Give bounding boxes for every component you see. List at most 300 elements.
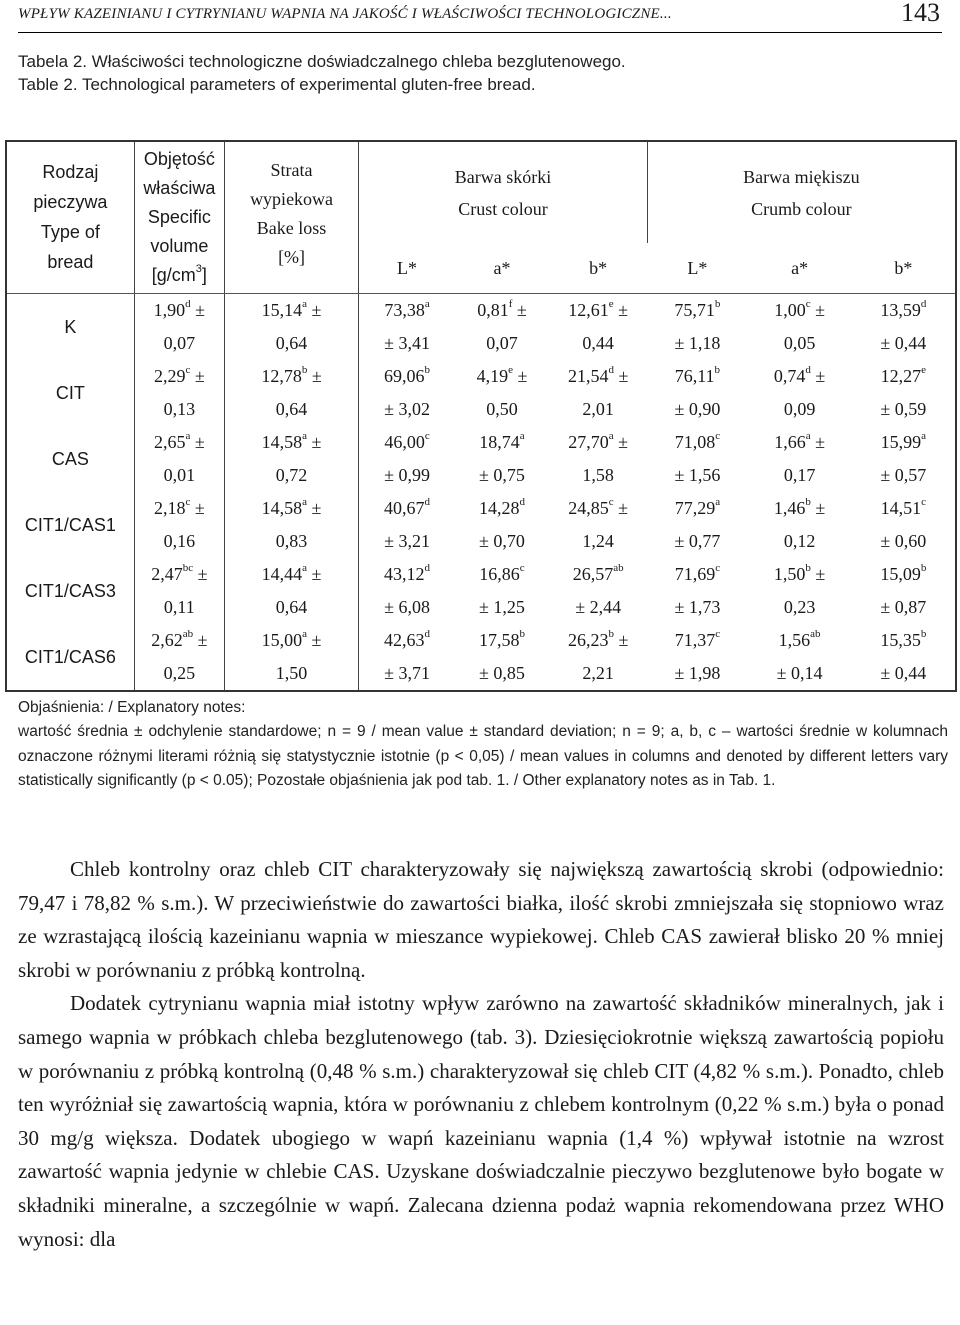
cell-mean (647, 360, 747, 393)
table-cell (455, 426, 549, 492)
table-cell (549, 426, 647, 492)
row-label: CIT1/CAS1 (6, 492, 134, 558)
cell-significance: b (714, 297, 721, 310)
header-crust-colour (359, 141, 648, 243)
cell-significance: d (424, 627, 431, 640)
table-cell (747, 426, 851, 492)
cell-value: 77,29 (674, 497, 716, 518)
cell-mean (225, 360, 358, 393)
cell-separator: ± (190, 431, 205, 452)
cell-mean (135, 426, 224, 459)
header-bread-type (6, 141, 134, 293)
body-paragraph: Chleb kontrolny oraz chleb CIT charakteryzowały się największą zawartością skrobi (odpowiednio: 79,47 i 78,82 % s.m.). W przeciwieństwie do zawartości białka, ilość skrobi zmniejszała się stopniowo wraz ze wzrastającą ilością kazeinianu wapnia w mieszance wypiekowej. Chleb CAS zawierał blisko 20 % mniej skrobi w porównaniu z próbką kontrolną. (18, 857, 944, 982)
cell-separator: ± (307, 365, 322, 386)
header-specific-volume (134, 141, 224, 293)
table-row (6, 492, 956, 558)
cell-mean (747, 624, 851, 657)
cell-separator: ± (613, 431, 629, 452)
cell-sd: ± 0,60 (880, 530, 927, 551)
cell-sd: 0,05 (783, 332, 816, 353)
cell-sd: ± 3,41 (384, 332, 430, 353)
cell-value: 75,71 (674, 299, 715, 320)
cell-sd: ± 1,98 (674, 662, 721, 683)
cell-separator: ± (190, 365, 205, 386)
cell-mean (747, 492, 851, 525)
cell-significance: a (715, 495, 721, 508)
table-cell (134, 492, 224, 558)
cell-value: 18,74 (479, 431, 520, 452)
cell-sd: 0,16 (163, 530, 196, 551)
cell-significance: c (608, 495, 614, 508)
cell-mean (747, 360, 851, 393)
cell-value: 14,51 (880, 497, 922, 518)
header-line: Barwa skórki (454, 166, 552, 187)
cell-sd: 0,17 (783, 464, 816, 485)
cell-mean (225, 426, 358, 459)
cell-sd: 0,07 (486, 332, 518, 353)
cell-value: 15,35 (880, 629, 921, 650)
cell-significance: c (185, 495, 191, 508)
table-cell (549, 558, 647, 624)
table-body (6, 293, 956, 691)
cell-significance: a (302, 297, 308, 310)
cell-sd: ± 0,85 (479, 662, 525, 683)
notes-heading: Objaśnienia: / Explanatory notes: (18, 699, 246, 716)
cell-significance: d (608, 363, 614, 376)
table-cell (852, 492, 956, 558)
cell-separator: ± (307, 563, 322, 584)
cell-significance: e (921, 363, 927, 376)
table-row (6, 558, 956, 624)
cell-mean (455, 294, 549, 327)
cell-significance: a (424, 297, 430, 310)
cell-sd: 0,25 (163, 662, 196, 683)
cell-significance: f (508, 297, 513, 310)
table-cell (647, 492, 747, 558)
cell-significance: c (715, 627, 721, 640)
table-cell (549, 293, 647, 360)
cell-significance: d (185, 297, 191, 310)
cell-sd: 0,64 (275, 596, 308, 617)
cell-significance: c (424, 429, 430, 442)
cell-value: 1,00 (774, 299, 806, 320)
header-line: Objętość (143, 148, 215, 169)
header-sub: b* (549, 243, 647, 293)
cell-separator: ± (193, 563, 208, 584)
cell-significance: a (185, 429, 191, 442)
header-line: Rodzaj (42, 162, 99, 183)
data-table (5, 140, 957, 692)
cell-mean (135, 624, 224, 657)
table-cell (224, 492, 358, 558)
cell-sd: ± 1,25 (479, 596, 525, 617)
cell-value: 13,59 (880, 299, 921, 320)
table-cell (224, 293, 358, 360)
cell-mean (852, 492, 955, 525)
cell-value: 24,85 (568, 497, 609, 518)
cell-value: 1,46 (773, 497, 806, 518)
cell-value: 4,19 (476, 365, 509, 386)
table-cell (647, 293, 747, 360)
cell-mean (647, 492, 747, 525)
cell-separator: ± (810, 431, 825, 452)
header-line: Crumb colour (751, 198, 852, 219)
cell-sd: ± 2,44 (575, 596, 622, 617)
cell-mean (852, 558, 955, 591)
table-row (6, 624, 956, 691)
cell-sd: 1,24 (582, 530, 614, 551)
cell-separator: ± (613, 299, 629, 320)
header-unit (135, 261, 224, 290)
cell-mean (455, 624, 549, 657)
cell-mean (225, 558, 358, 591)
cell-separator: ± (307, 299, 322, 320)
table-cell (747, 360, 851, 426)
table-cell (359, 426, 455, 492)
cell-mean (647, 558, 747, 591)
cell-separator: ± (512, 365, 528, 386)
table-cell (549, 360, 647, 426)
cell-value: 71,69 (674, 563, 716, 584)
cell-mean (455, 360, 549, 393)
cell-value: 0,74 (773, 365, 806, 386)
cell-separator: ± (193, 629, 208, 650)
header-line: Crust colour (458, 198, 548, 219)
cell-separator: ± (810, 563, 826, 584)
cell-separator: ± (512, 299, 527, 320)
unit-sup: 3 (195, 262, 202, 275)
cell-sd: 0,44 (582, 332, 614, 353)
cell-sd: 0,23 (783, 596, 816, 617)
table-cell (455, 558, 549, 624)
cell-significance: b (920, 561, 927, 574)
cell-sd: 1,58 (582, 464, 614, 485)
table-cell (852, 558, 956, 624)
cell-sd: ± 1,73 (674, 596, 721, 617)
cell-value: 12,27 (880, 365, 922, 386)
table-cell (359, 558, 455, 624)
cell-value: 2,29 (153, 365, 186, 386)
cell-value: 46,00 (384, 431, 425, 452)
cell-mean (135, 558, 224, 591)
cell-sd: 0,64 (275, 398, 308, 419)
cell-separator: ± (613, 629, 629, 650)
cell-significance: b (608, 627, 614, 640)
cell-value: 17,58 (478, 629, 520, 650)
row-label: K (6, 293, 134, 360)
header-crumb-colour (647, 141, 956, 243)
table-cell (549, 492, 647, 558)
header-line: wypiekowa (250, 189, 334, 209)
table-cell (359, 492, 455, 558)
cell-separator: ± (307, 629, 322, 650)
cell-value: 21,54 (567, 365, 609, 386)
cell-mean (647, 294, 747, 327)
cell-value: 40,67 (384, 497, 425, 518)
cell-mean (747, 294, 851, 327)
cell-sd: 0,07 (163, 332, 196, 353)
cell-mean (549, 294, 647, 327)
cell-sd: ± 0,87 (880, 596, 927, 617)
cell-significance: c (921, 495, 927, 508)
cell-mean (359, 558, 455, 591)
cell-significance: e (608, 297, 614, 310)
table-cell (747, 558, 851, 624)
table-cell (455, 492, 549, 558)
cell-mean (359, 360, 455, 393)
table-cell (549, 624, 647, 691)
cell-significance: b (301, 363, 308, 376)
table-cell (134, 360, 224, 426)
cell-separator: ± (307, 431, 322, 452)
header-line: Specific (147, 206, 211, 227)
cell-sd: ± 0,44 (880, 332, 927, 353)
cell-mean (359, 624, 455, 657)
cell-significance: c (519, 561, 525, 574)
cell-value: 43,12 (384, 563, 425, 584)
table-cell (224, 360, 358, 426)
cell-value: 2,47 (151, 563, 183, 584)
cell-value: 16,86 (479, 563, 520, 584)
cell-value: 12,78 (261, 365, 302, 386)
header-line: Strata (270, 160, 313, 180)
cell-significance: d (920, 297, 927, 310)
cell-value: 69,06 (384, 365, 425, 386)
cell-sd: ± 0,70 (479, 530, 525, 551)
cell-significance: b (424, 363, 431, 376)
header-line: Barwa miękiszu (743, 166, 860, 187)
cell-significance: a (302, 627, 308, 640)
cell-mean (135, 360, 224, 393)
cell-value: 76,11 (674, 365, 715, 386)
table-caption-en: Table 2. Technological parameters of experimental gluten-free bread. (18, 75, 536, 94)
cell-sd: ± 1,56 (674, 464, 721, 485)
header-sub: L* (359, 243, 455, 293)
table-cell (455, 293, 549, 360)
cell-mean (225, 624, 358, 657)
cell-sd: 2,21 (582, 662, 614, 683)
table-row (6, 360, 956, 426)
cell-value: 1,50 (773, 563, 806, 584)
cell-significance: b (805, 495, 811, 508)
cell-mean (135, 294, 224, 327)
table-row (6, 293, 956, 360)
cell-significance: a (519, 429, 525, 442)
cell-significance: c (715, 429, 721, 442)
table-cell (747, 492, 851, 558)
header-sub: L* (647, 243, 747, 293)
cell-mean (747, 426, 851, 459)
cell-sd: ± 0,57 (880, 464, 927, 485)
cell-significance: c (185, 363, 191, 376)
table-cell (359, 360, 455, 426)
cell-mean (647, 426, 747, 459)
table-cell (224, 426, 358, 492)
cell-sd: 2,01 (582, 398, 614, 419)
table-cell (134, 426, 224, 492)
cell-separator: ± (613, 365, 629, 386)
cell-mean (359, 294, 455, 327)
cell-separator: ± (810, 497, 826, 518)
cell-separator: ± (613, 497, 629, 518)
cell-significance: bc (182, 561, 194, 574)
cell-sd: ± 1,18 (674, 332, 721, 353)
cell-significance: a (302, 561, 308, 574)
body-paragraph: Dodatek cytrynianu wapnia miał istotny wpływ zarówno na zawartość składników mineralnych, jak i samego wapnia w próbkach chleba bezglutenowego (tab. 3). Dziesięciokrotnie większą zawartością popiołu w porównaniu z próbką kontrolną (0,48 % s.m.) charakteryzował się chleb CIT (4,82 % s.m.). Ponadto, chleb ten wyróżniał się zawartością wapnia, która w porównaniu z chlebem kontrolnym (0,22 % s.m.) była o ponad 30 mg/g większa. Dodatek ubogiego w wapń kazeinianu wapnia (1,4 %) wpływał istotnie na wzrost zawartość wapnia jedynie w chlebie CAS. Uzyskane doświadczalnie pieczywo bezglutenowe było bogate w składniki mineralne, a szczególnie w wapń. Zalecana dzienna podaż wapnia rekomendowana przez WHO wynosi: dla (18, 991, 944, 1251)
table-cell (647, 558, 747, 624)
header-bake-loss-unit: [%] (224, 243, 358, 293)
running-head-title: WPŁYW KAZEINIANU I CYTRYNIANU WAPNIA NA JAKOŚĆ I WŁAŚCIWOŚCI TECHNOLOGICZNE... (18, 6, 672, 22)
cell-significance: d (805, 363, 811, 376)
cell-sd: ± 0,44 (880, 662, 927, 683)
table-caption (18, 50, 626, 96)
cell-value: 1,90 (153, 299, 186, 320)
cell-sd: 0,72 (275, 464, 308, 485)
cell-significance: e (508, 363, 513, 376)
cell-sd: ± 0,75 (479, 464, 525, 485)
cell-significance: a (921, 429, 927, 442)
cell-value: 71,37 (674, 629, 716, 650)
page-number: 143 (901, 0, 940, 27)
cell-value: 14,28 (478, 497, 520, 518)
cell-sd: 0,83 (275, 530, 308, 551)
header-sub: a* (747, 243, 851, 293)
cell-mean (747, 558, 851, 591)
cell-significance: a (302, 495, 308, 508)
cell-value: 27,70 (568, 431, 609, 452)
cell-value: 15,09 (880, 563, 921, 584)
cell-mean (549, 360, 647, 393)
cell-separator: ± (810, 365, 826, 386)
cell-significance: d (519, 495, 525, 508)
header-line: Bake loss (256, 218, 327, 238)
cell-separator: ± (307, 497, 322, 518)
cell-value: 15,14 (261, 299, 303, 320)
cell-significance: c (805, 297, 811, 310)
cell-value: 12,61 (568, 299, 609, 320)
cell-sd: ± 0,99 (384, 464, 430, 485)
cell-sd: 0,01 (163, 464, 196, 485)
unit-text: ] (201, 264, 207, 285)
table-cell (647, 360, 747, 426)
running-head (18, 0, 942, 33)
cell-sd: ± 6,08 (384, 596, 430, 617)
cell-mean (852, 624, 955, 657)
row-label: CIT (6, 360, 134, 426)
row-label: CIT1/CAS3 (6, 558, 134, 624)
cell-value: 2,18 (153, 497, 186, 518)
header-line: pieczywa (33, 192, 108, 213)
cell-significance: a (302, 429, 308, 442)
table-cell (647, 624, 747, 691)
cell-sd: ± 3,02 (384, 398, 430, 419)
cell-mean (455, 492, 549, 525)
table-cell (852, 624, 956, 691)
cell-mean (852, 294, 955, 327)
cell-mean (225, 492, 358, 525)
cell-value: 71,08 (674, 431, 716, 452)
cell-value: 26,57 (572, 563, 614, 584)
table-cell (134, 624, 224, 691)
notes-text: wartość średnia ± odchylenie standardowe; n = 9 / mean value ± standard deviation; n = 9; a, b, c – wartości średnie w kolumnach oznaczone różnymi literami różnią się statystycznie istotnie (p < 0,05) / mean values in columns and denoted by different letters vary statistically significantly (p < 0.05); Pozostałe objaśnienia jak pod tab. 1. / Other explanatory notes as in Tab. 1. (18, 723, 948, 789)
table-cell (224, 558, 358, 624)
header-sub: a* (455, 243, 549, 293)
cell-separator: ± (190, 497, 205, 518)
cell-sd: ± 3,21 (384, 530, 430, 551)
cell-significance: d (424, 495, 431, 508)
cell-mean (852, 426, 955, 459)
cell-sd: ± 0,77 (674, 530, 721, 551)
cell-mean (455, 426, 549, 459)
row-label: CIT1/CAS6 (6, 624, 134, 691)
table-row (6, 426, 956, 492)
row-label: CAS (6, 426, 134, 492)
cell-value: 14,58 (261, 431, 303, 452)
cell-value: 2,62 (151, 629, 183, 650)
cell-significance: a (805, 429, 811, 442)
cell-sd: 0,11 (163, 596, 195, 617)
table-cell (747, 624, 851, 691)
table-caption-pl: Tabela 2. Właściwości technologiczne doświadczalnego chleba bezglutenowego. (18, 52, 626, 71)
cell-sd: ± 0,59 (880, 398, 927, 419)
header-line: Type of (40, 222, 100, 243)
cell-significance: d (424, 561, 431, 574)
cell-sd: 1,50 (275, 662, 308, 683)
cell-sd: ± 0,14 (776, 662, 823, 683)
cell-value: 15,99 (880, 431, 922, 452)
header-sub: b* (852, 243, 956, 293)
cell-value: 26,23 (567, 629, 609, 650)
cell-mean (549, 624, 647, 657)
table-cell (455, 360, 549, 426)
cell-significance: ab (182, 627, 194, 640)
table-cell (224, 624, 358, 691)
unit-text: [g/cm (151, 264, 196, 285)
cell-value: 14,58 (261, 497, 303, 518)
cell-significance: b (805, 561, 811, 574)
table-cell (359, 293, 455, 360)
table-cell (852, 426, 956, 492)
cell-significance: b (920, 627, 927, 640)
cell-value: 1,66 (774, 431, 806, 452)
table-cell (359, 624, 455, 691)
table-cell (852, 360, 956, 426)
header-line: bread (47, 252, 94, 273)
cell-sd: 0,50 (486, 398, 518, 419)
cell-value: 42,63 (384, 629, 425, 650)
table-cell (134, 558, 224, 624)
cell-separator: ± (190, 299, 206, 320)
cell-value: 15,00 (261, 629, 303, 650)
cell-sd: 0,09 (783, 398, 816, 419)
cell-sd: 0,13 (163, 398, 196, 419)
table-cell (455, 624, 549, 691)
cell-sd: 0,64 (275, 332, 308, 353)
cell-significance: ab (613, 561, 624, 574)
table-cell (747, 293, 851, 360)
cell-mean (549, 558, 647, 591)
cell-mean (549, 426, 647, 459)
table-cell (647, 426, 747, 492)
body-text (18, 853, 944, 1256)
header-bake-loss (224, 141, 358, 243)
cell-value: 2,65 (153, 431, 186, 452)
cell-significance: b (714, 363, 721, 376)
cell-sd: ± 0,90 (674, 398, 721, 419)
header-line: volume (150, 235, 209, 256)
cell-value: 0,81 (477, 299, 509, 320)
cell-mean (549, 492, 647, 525)
